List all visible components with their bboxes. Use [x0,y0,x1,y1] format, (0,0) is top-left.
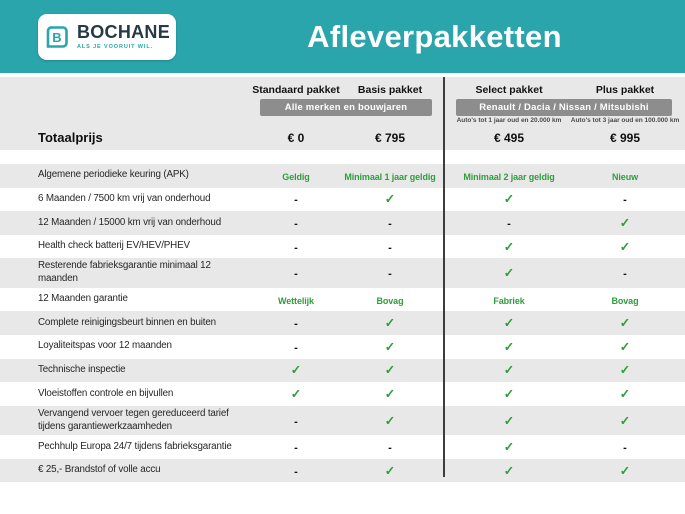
table-row [0,164,685,188]
dash-mark: - [294,241,298,254]
row-value [252,462,340,480]
value-text: Nieuw [611,171,638,182]
row-value [252,291,340,309]
column-header-row [0,81,685,99]
row-value [340,412,440,430]
dash-mark: - [294,442,298,455]
row-label: 6 Maanden / 7500 km vrij van onderhoud [38,193,211,205]
badge-brand-list-wrap [448,99,680,116]
totals-row [0,125,685,150]
row-label: Resterende fabrieksgarantie minimaal 12 maanden [38,260,211,285]
value-text: Minimaal 1 jaar geldig [344,171,436,182]
row-value [570,412,680,430]
value-text: Geldig [282,171,310,182]
dash-mark: - [388,268,392,281]
row-value [252,438,340,456]
svg-text:B: B [52,29,62,45]
page-title: Afleverpakketten [307,18,562,54]
check-icon: ✓ [619,239,631,254]
row-value [252,314,340,332]
row-value [252,361,340,379]
condition-plus: Auto's tot 3 jaar oud en 100.000 km [570,116,680,124]
dash-mark: - [294,415,298,428]
row-value [448,462,570,480]
row-value [252,412,340,430]
row-value [448,361,570,379]
row-value [448,264,570,282]
check-icon: ✓ [503,387,515,402]
check-icon: ✓ [503,192,515,207]
row-value [570,462,680,480]
row-value [340,291,440,309]
row-value [448,238,570,256]
row-value [340,385,440,403]
row-value [448,385,570,403]
table-row [0,335,685,359]
dash-mark: - [294,318,298,331]
column-header-basis: Basis pakket [357,84,423,96]
row-value [448,214,570,232]
table-header-band [0,77,685,150]
table-row [0,258,685,287]
dash-mark: - [388,217,392,230]
dash-mark: - [507,217,511,230]
check-icon: ✓ [619,413,631,428]
check-icon: ✓ [619,387,631,402]
row-value [448,167,570,185]
row-label: Technische inspectie [38,364,126,376]
dash-mark: - [294,217,298,230]
check-icon: ✓ [503,339,515,354]
row-value [252,190,340,208]
value-text: Wettelijk [278,295,314,306]
row-value [252,264,340,282]
age-condition-row [0,115,685,125]
dash-mark: - [294,194,298,207]
logo-tagline: ALS JE VOORUIT WIL. [76,43,154,50]
row-value [448,190,570,208]
dash-mark: - [388,241,392,254]
row-value [570,291,680,309]
row-value [252,167,340,185]
logo-wordmark: BOCHANE [76,22,171,43]
table-row [0,459,685,483]
table-row [0,406,685,435]
value-text: Minimaal 2 jaar geldig [463,171,555,182]
check-icon: ✓ [503,239,515,254]
row-value [340,238,440,256]
table-row [0,359,685,383]
row-value [340,190,440,208]
table-row [0,311,685,335]
total-basis: € 795 [374,130,406,145]
table-row [0,288,685,312]
check-icon: ✓ [619,363,631,378]
row-value [570,438,680,456]
condition-select: Auto's tot 1 jaar oud en 20.000 km [456,116,562,124]
row-value [448,338,570,356]
column-header-plus: Plus pakket [595,84,655,96]
row-label: € 25,- Brandstof of volle accu [38,464,161,476]
dash-mark: - [388,442,392,455]
table-row [0,435,685,459]
row-value [340,214,440,232]
row-value [570,385,680,403]
badge-all-brands: Alle merken en bouwjaren [260,99,432,116]
row-value [340,264,440,282]
spacer [0,150,685,164]
check-icon: ✓ [503,463,515,478]
top-banner [0,0,685,73]
check-icon: ✓ [619,316,631,331]
check-icon: ✓ [503,316,515,331]
dash-mark: - [623,194,627,207]
row-label: Vloeistoffen controle en bijvullen [38,387,174,399]
row-value [340,462,440,480]
row-label: Vervangend vervoer tegen gereduceerd tarief tijdens garantiewerkzaamheden [38,407,229,432]
brand-badge-row [0,99,685,115]
column-header-select: Select pakket [475,84,543,96]
row-value [252,385,340,403]
row-value [340,338,440,356]
bochane-logo-icon [44,24,70,50]
row-value [448,438,570,456]
badge-all-brands-wrap [252,99,440,116]
check-icon: ✓ [503,413,515,428]
dash-mark: - [623,442,627,455]
column-header-standaard: Standaard pakket [252,84,340,96]
row-value [252,338,340,356]
row-value [448,314,570,332]
check-icon: ✓ [384,339,396,354]
row-value [252,214,340,232]
bochane-logo [38,14,176,60]
dash-mark: - [294,268,298,281]
row-label: Algemene periodieke keuring (APK) [38,169,189,181]
check-icon: ✓ [384,363,396,378]
check-icon: ✓ [503,363,515,378]
dash-mark: - [623,268,627,281]
check-icon: ✓ [384,463,396,478]
total-select: € 495 [493,130,525,145]
check-icon: ✓ [290,363,302,378]
check-icon: ✓ [384,192,396,207]
value-text: Bovag [611,295,639,306]
row-value [570,314,680,332]
row-label: 12 Maanden garantie [38,293,128,305]
row-value [570,214,680,232]
badge-brand-list: Renault / Dacia / Nissan / Mitsubishi [456,99,672,116]
check-icon: ✓ [290,387,302,402]
row-value [570,190,680,208]
check-icon: ✓ [503,266,515,281]
row-value [448,412,570,430]
row-value [570,167,680,185]
row-value [570,264,680,282]
check-icon: ✓ [384,316,396,331]
table-row [0,188,685,212]
check-icon: ✓ [619,215,631,230]
row-value [340,167,440,185]
total-plus: € 995 [609,130,641,145]
table-row [0,211,685,235]
dash-mark: - [294,465,298,478]
row-value [252,238,340,256]
feature-table [0,164,685,482]
total-standaard: € 0 [287,130,305,145]
row-value [340,314,440,332]
row-label: Health check batterij EV/HEV/PHEV [38,240,190,252]
row-value [340,438,440,456]
row-value [448,291,570,309]
dash-mark: - [294,341,298,354]
check-icon: ✓ [384,413,396,428]
row-value [570,361,680,379]
totals-label: Totaalprijs [38,130,103,145]
value-text: Fabriek [493,295,525,306]
table-row [0,382,685,406]
check-icon: ✓ [619,463,631,478]
check-icon: ✓ [384,387,396,402]
row-value [340,361,440,379]
check-icon: ✓ [503,440,515,455]
row-label: Complete reinigingsbeurt binnen en buiten [38,316,216,328]
value-text: Bovag [376,295,404,306]
logo-text-stack [77,23,170,50]
check-icon: ✓ [619,339,631,354]
column-divider [443,77,445,477]
table-row [0,235,685,259]
row-value [570,338,680,356]
row-label: Loyaliteitspas voor 12 maanden [38,340,172,352]
row-label: Pechhulp Europa 24/7 tijdens fabrieksgarantie [38,440,232,452]
row-label: 12 Maanden / 15000 km vrij van onderhoud [38,216,221,228]
row-value [570,238,680,256]
